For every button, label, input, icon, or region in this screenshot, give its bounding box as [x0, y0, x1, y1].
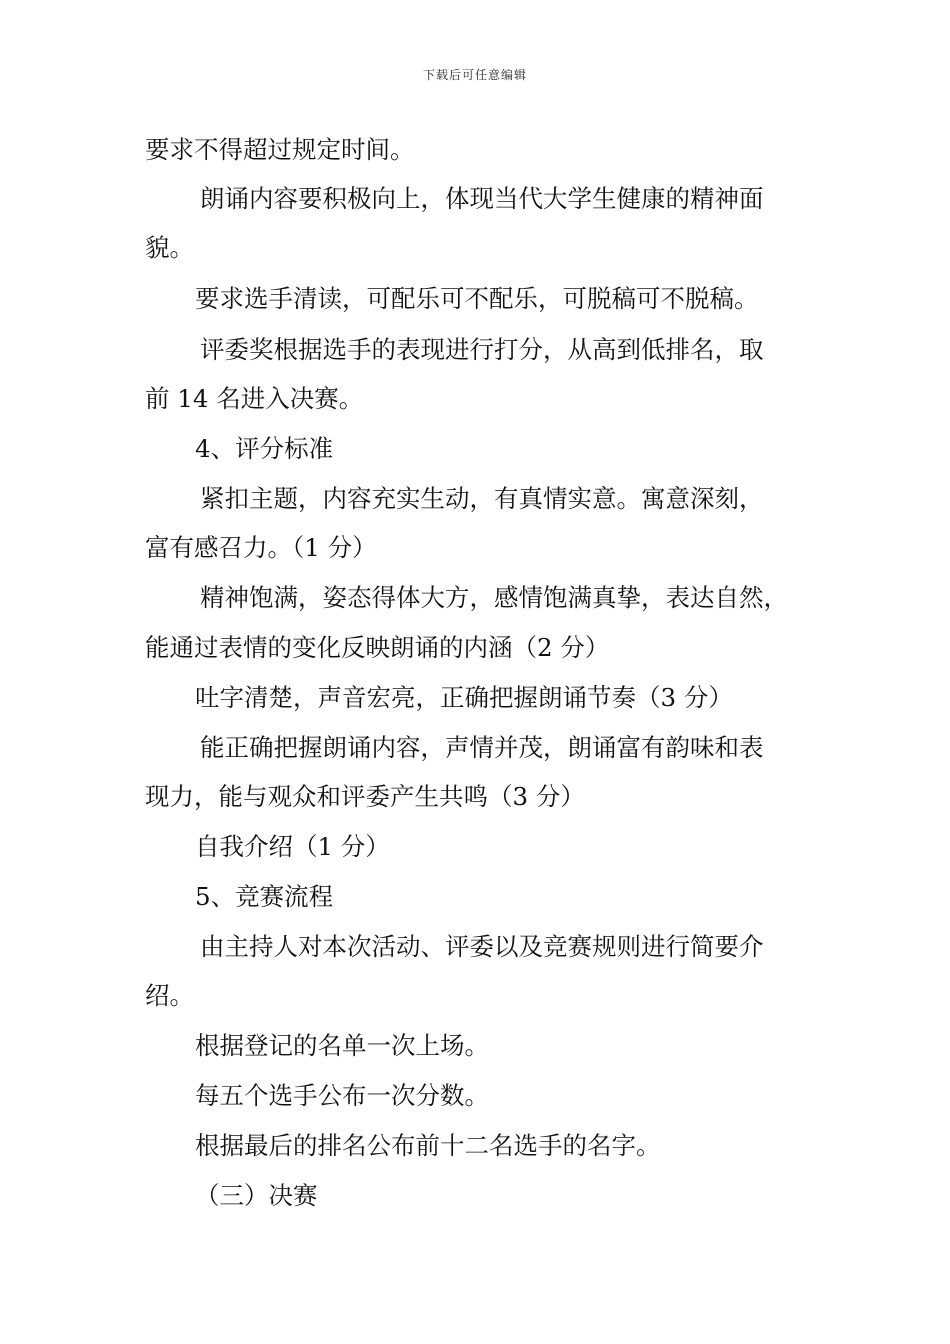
body-line: 现力，能与观众和评委产生共鸣（3 分）: [145, 782, 585, 811]
body-line: 貌。: [145, 233, 194, 262]
body-line: 由主持人对本次活动、评委以及竞赛规则进行简要介: [200, 932, 764, 961]
body-line: 根据登记的名单一次上场。: [195, 1031, 489, 1060]
body-line: 每五个选手公布一次分数。: [195, 1081, 489, 1110]
body-line: 能正确把握朗诵内容，声情并茂，朗诵富有韵味和表: [200, 733, 764, 762]
body-line: 前 14 名进入决赛。: [145, 384, 364, 413]
section-heading: 4、评分标准: [195, 434, 334, 463]
page-header: 下载后可任意编辑: [422, 68, 527, 82]
body-line: 要求选手清读，可配乐可不配乐，可脱稿可不脱稿。: [195, 284, 759, 313]
body-line: 绍。: [145, 981, 194, 1010]
section-heading: 5、竞赛流程: [195, 882, 334, 911]
body-line: 富有感召力。（1 分）: [145, 533, 377, 562]
body-line: 能通过表情的变化反映朗诵的内涵（2 分）: [145, 633, 610, 662]
body-line: 吐字清楚，声音宏亮，正确把握朗诵节奏（3 分）: [195, 683, 733, 712]
body-line: 紧扣主题，内容充实生动，有真情实意。寓意深刻，: [200, 484, 764, 513]
body-line: 要求不得超过规定时间。: [145, 135, 415, 164]
body-line: 精神饱满，姿态得体大方，感情饱满真挚，表达自然，: [200, 583, 788, 612]
section-heading: （三）决赛: [195, 1181, 318, 1210]
body-line: 自我介绍（1 分）: [195, 832, 390, 861]
body-line: 根据最后的排名公布前十二名选手的名字。: [195, 1131, 661, 1160]
body-line: 评委奖根据选手的表现进行打分，从高到低排名，取: [200, 335, 764, 364]
body-line: 朗诵内容要积极向上，体现当代大学生健康的精神面: [200, 184, 764, 213]
